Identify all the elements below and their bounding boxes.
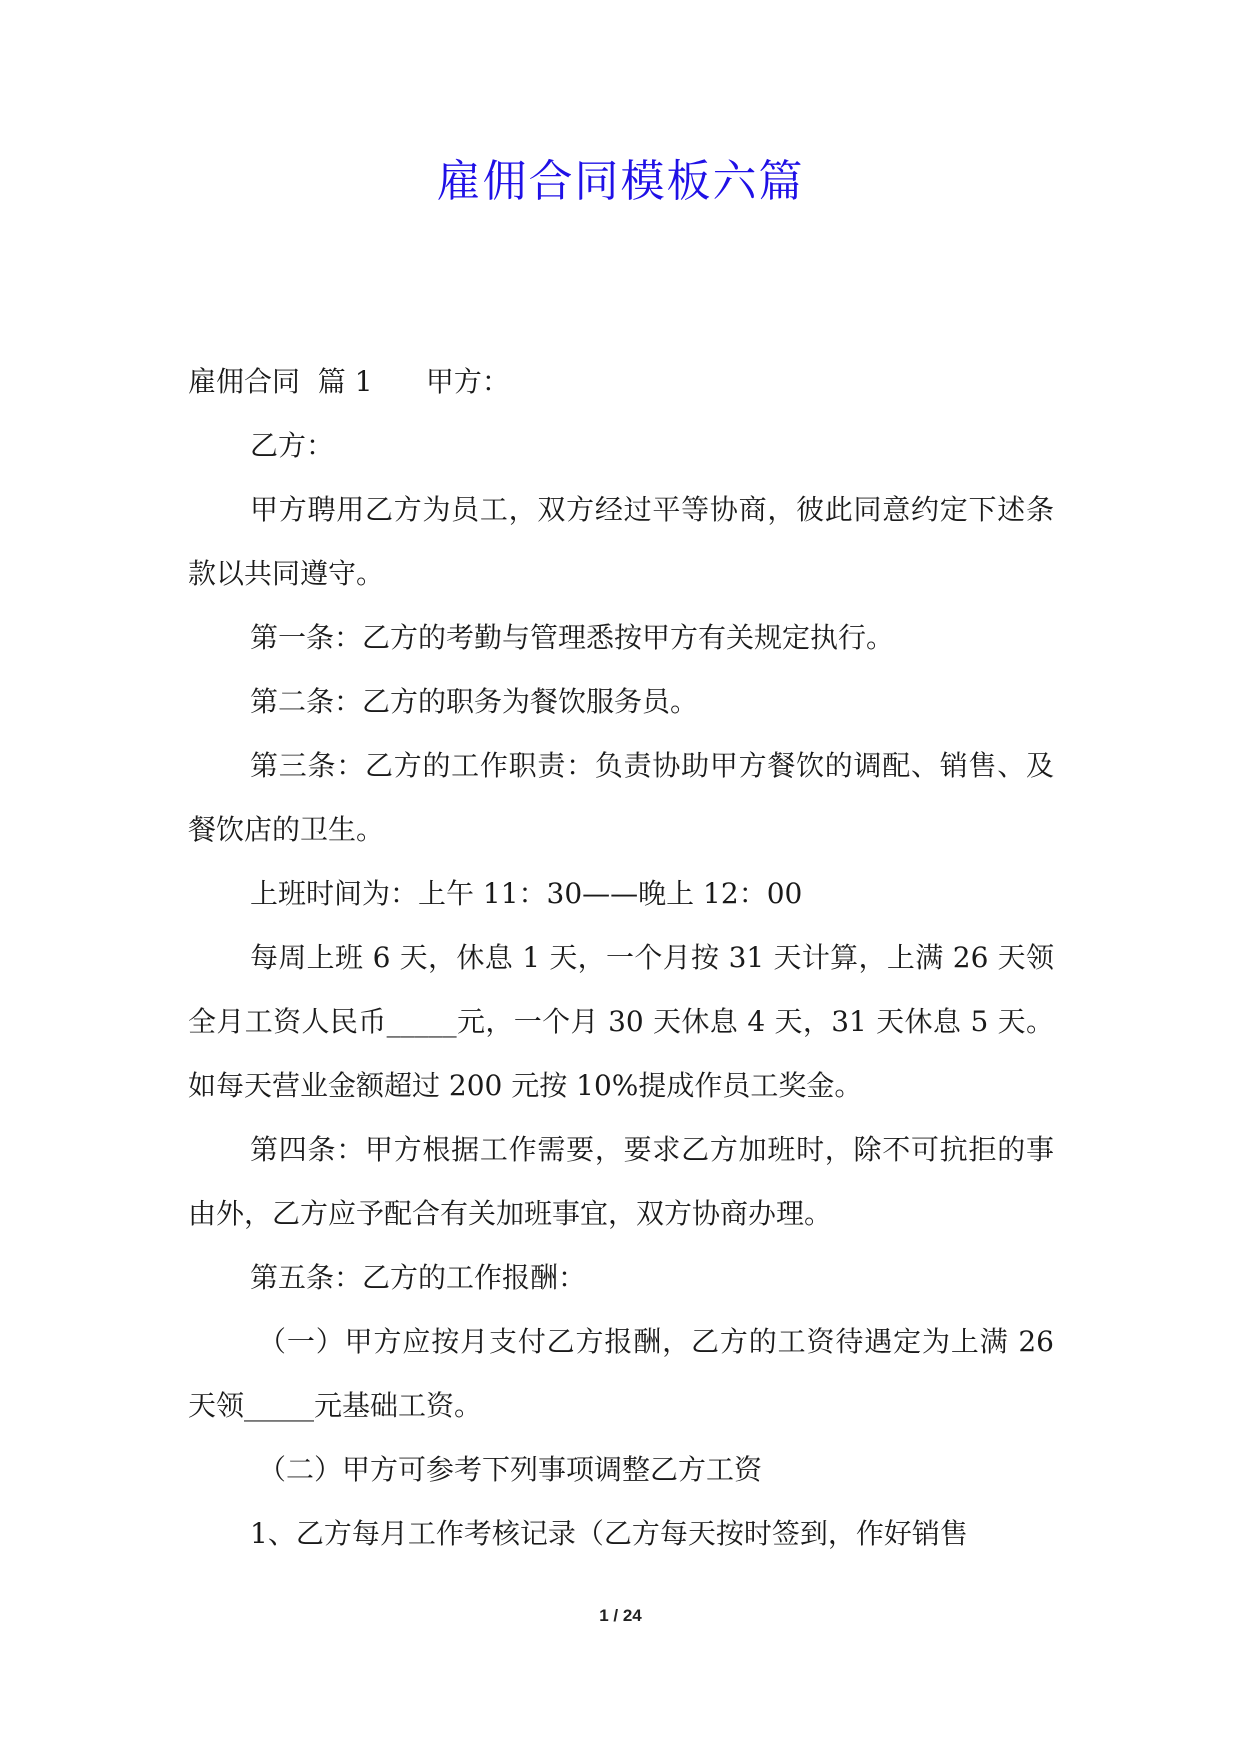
paragraph-item-2: （二）甲方可参考下列事项调整乙方工资 — [258, 1453, 763, 1486]
paragraph-article-4: 第四条：甲方根据工作需要，要求乙方加班时，除不可抗拒的事由外，乙方应予配合有关加班事宜，双方协商办理。 — [188, 1133, 1054, 1230]
paragraph-article-5: 第五条：乙方的工作报酬： — [250, 1261, 587, 1294]
paragraph-heading: 雇佣合同 篇 1 甲方： — [188, 365, 510, 398]
paragraph-subitem-1: 1、乙方每月工作考核记录（乙方每天按时签到，作好销售 — [250, 1517, 968, 1550]
page-number: 1 / 24 — [599, 1606, 642, 1625]
paragraph-item-1: （一）甲方应按月支付乙方报酬，乙方的工资待遇定为上满 26 天领_____元基础工资。 — [188, 1325, 1063, 1422]
paragraph-schedule: 每周上班 6 天，休息 1 天，一个月按 31 天计算，上满 26 天领全月工资人民币_____元，一个月 30 天休息 4 天，31 天休息 5 天。如每天营业金额超过 200 元按 10%提成作员工奖金。 — [188, 941, 1054, 1102]
document-title: 雇佣合同模板六篇 — [436, 156, 805, 207]
paragraph-article-1: 第一条：乙方的考勤与管理悉按甲方有关规定执行。 — [250, 621, 895, 654]
document-body — [188, 350, 1063, 1566]
paragraph-party-b: 乙方： — [250, 429, 335, 462]
paragraph-intro: 甲方聘用乙方为员工，双方经过平等协商，彼此同意约定下述条款以共同遵守。 — [188, 493, 1054, 590]
paragraph-work-hours: 上班时间为：上午 11：30——晚上 12：00 — [250, 877, 803, 910]
paragraph-article-3: 第三条：乙方的工作职责：负责协助甲方餐饮的调配、销售、及餐饮店的卫生。 — [188, 749, 1054, 846]
paragraph-article-2: 第二条：乙方的职务为餐饮服务员。 — [250, 685, 699, 718]
